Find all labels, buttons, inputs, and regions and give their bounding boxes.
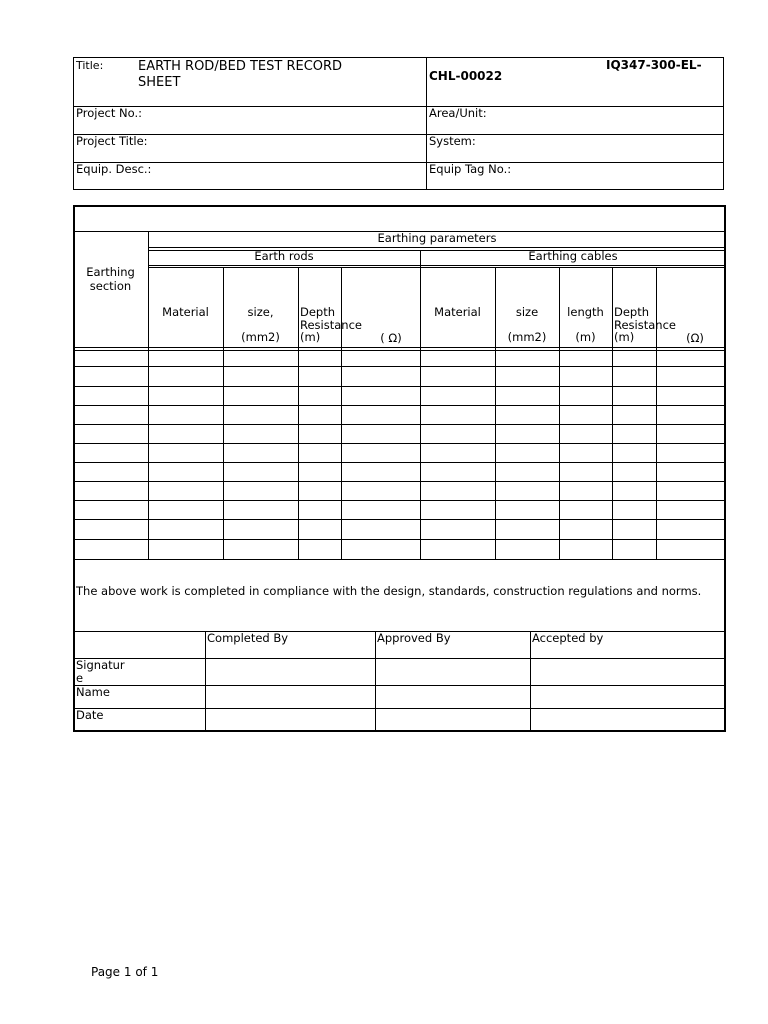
cables-size-header: size bbox=[515, 305, 539, 319]
rods-size-header: size, bbox=[247, 305, 274, 319]
table-row-line bbox=[73, 366, 726, 367]
rods-resistance-unit: ( Ω) bbox=[380, 331, 402, 345]
main-table-box bbox=[73, 205, 726, 732]
name-label: Name bbox=[76, 685, 110, 699]
signature-label: Signatur bbox=[76, 658, 125, 672]
table-row-line bbox=[73, 519, 726, 520]
table-col-line bbox=[298, 267, 299, 559]
signoff-line bbox=[73, 685, 726, 686]
project-title-label: Project Title: bbox=[76, 134, 148, 148]
table-row-line bbox=[73, 462, 726, 463]
page-number: Page 1 of 1 bbox=[91, 965, 159, 979]
table-row-line bbox=[73, 481, 726, 482]
completed-by-header: Completed By bbox=[207, 631, 289, 645]
equip-tag-label: Equip Tag No.: bbox=[429, 162, 512, 176]
table-col-line bbox=[420, 250, 421, 559]
title-label: Title: bbox=[76, 59, 104, 72]
signoff-col-line bbox=[375, 631, 376, 731]
system-label: System: bbox=[429, 134, 476, 148]
cables-depth-header: Depth bbox=[614, 305, 650, 319]
signoff-col-line bbox=[530, 631, 531, 731]
table-line bbox=[148, 267, 726, 268]
signature-label: e bbox=[76, 671, 84, 685]
header-row-line bbox=[73, 106, 724, 107]
table-col-line bbox=[612, 267, 613, 559]
earthing-section-header: section bbox=[89, 279, 132, 293]
signoff-line bbox=[73, 658, 726, 659]
header-divider bbox=[426, 57, 427, 190]
document-title: SHEET bbox=[138, 75, 181, 90]
table-row-line bbox=[73, 559, 726, 560]
earth-rods-header: Earth rods bbox=[254, 249, 314, 263]
header-row-line bbox=[73, 162, 724, 163]
table-line bbox=[73, 350, 726, 351]
table-row-line bbox=[73, 539, 726, 540]
document-title: EARTH ROD/BED TEST RECORD bbox=[138, 59, 343, 74]
header-row-line bbox=[73, 134, 724, 135]
earthing-parameters-header: Earthing parameters bbox=[377, 231, 497, 245]
table-row-line bbox=[73, 500, 726, 501]
document-code: CHL-00022 bbox=[429, 69, 503, 83]
rods-depth-unit: (m) bbox=[300, 330, 321, 344]
cables-length-header: length bbox=[567, 305, 604, 319]
table-row-line bbox=[73, 424, 726, 425]
table-col-line bbox=[656, 267, 657, 559]
table-line bbox=[148, 265, 726, 266]
signoff-col-line bbox=[205, 631, 206, 731]
rods-depth-header: Depth bbox=[300, 305, 336, 319]
table-row-line bbox=[73, 386, 726, 387]
rods-resistance-header: Resistance bbox=[300, 318, 362, 332]
cables-length-unit: (m) bbox=[575, 330, 596, 344]
rods-material-header: Material bbox=[162, 305, 209, 319]
project-no-label: Project No.: bbox=[76, 106, 142, 120]
signoff-line bbox=[73, 708, 726, 709]
table-col-line bbox=[148, 231, 149, 559]
table-col-line bbox=[341, 267, 342, 559]
cables-depth-unit: (m) bbox=[614, 330, 635, 344]
approved-by-header: Approved By bbox=[377, 631, 451, 645]
compliance-statement: The above work is completed in compliance with the design, standards, construction regulations and norms. bbox=[76, 584, 702, 598]
cables-material-header: Material bbox=[434, 305, 481, 319]
equip-desc-label: Equip. Desc.: bbox=[76, 162, 152, 176]
cables-resistance-unit: (Ω) bbox=[686, 331, 704, 345]
cables-size-unit: (mm2) bbox=[507, 330, 547, 344]
rods-size-unit: (mm2) bbox=[241, 330, 280, 344]
area-unit-label: Area/Unit: bbox=[429, 106, 487, 120]
cables-resistance-header: Resistance bbox=[614, 318, 676, 332]
table-line bbox=[148, 247, 726, 248]
table-row-line bbox=[73, 405, 726, 406]
table-line bbox=[73, 347, 726, 348]
date-label: Date bbox=[76, 708, 104, 722]
earthing-cables-header: Earthing cables bbox=[528, 249, 618, 263]
accepted-by-header: Accepted by bbox=[532, 631, 604, 645]
table-row-line bbox=[73, 443, 726, 444]
document-code: IQ347-300-EL- bbox=[606, 58, 702, 72]
earthing-section-header: Earthing bbox=[86, 265, 135, 279]
